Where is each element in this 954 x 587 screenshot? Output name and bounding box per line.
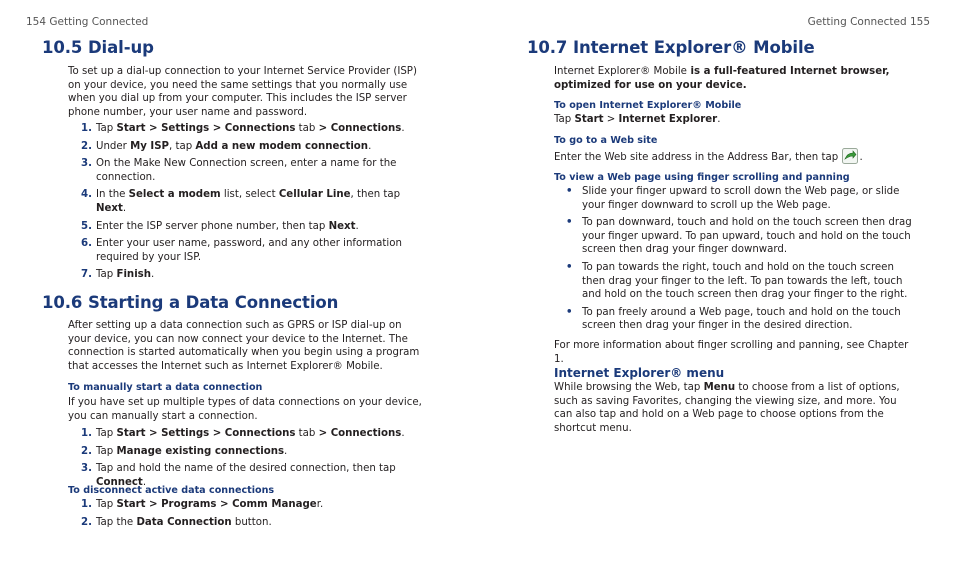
dialup-steps — [68, 122, 426, 286]
goto-site-heading: To go to a Web site — [554, 135, 658, 146]
step-number: 6. — [81, 238, 92, 250]
step-number: 4. — [81, 189, 92, 201]
manual-start-text: If you have set up multiple types of data connections on your device, you can manually start a connection. — [68, 397, 422, 422]
step-number: 1. — [81, 123, 92, 134]
open-ie-heading: To open Internet Explorer® Mobile — [554, 100, 742, 111]
go-arrow-icon — [842, 148, 858, 164]
data-connection-intro: After setting up a data connection such as GPRS or ISP dial-up on your device, you can now connect your device to the Internet. The connection is started automatically when you begin using a program that accesses the Internet such as Internet Explorer® Mobile. — [68, 320, 420, 372]
list-item: 2. Tap Manage existing connections. — [81, 445, 288, 457]
section-title-dialup: 10.5 Dial-up — [42, 38, 154, 57]
step-number: 3. — [81, 463, 92, 475]
bullet-marker: • — [566, 217, 573, 229]
bullet-marker: • — [566, 306, 573, 318]
dialup-intro: To set up a dial-up connection to your Internet Service Provider (ISP) on your device, you need the same settings that you normally use when you dial up from your computer. This includes the ISP server phone number, your user name and password. — [68, 66, 417, 118]
list-item: 3. On the Make New Connection screen, enter a name for the connection. — [81, 158, 397, 183]
list-item: 2. Under My ISP, tap Add a new modem connection. — [81, 140, 372, 152]
finger-scroll-bullets — [554, 185, 916, 337]
step-number: 2. — [81, 516, 92, 528]
list-item: • To pan downward, touch and hold on the touch screen then drag your finger upward. To pan upward, touch and hold on the touch screen then drag your finger downward. — [566, 217, 912, 256]
list-item: 3. Tap and hold the name of the desired connection, then tap Connect. — [81, 463, 396, 488]
step-number: 3. — [81, 158, 92, 170]
step-number: 7. — [81, 269, 92, 281]
section-title-internet-explorer: 10.7 Internet Explorer® Mobile — [527, 38, 815, 57]
right-page — [477, 0, 954, 587]
list-item: 5. Enter the ISP server phone number, then tap Next. — [81, 220, 359, 232]
manual-start-heading: To manually start a data connection — [68, 382, 263, 393]
step-number: 1. — [81, 499, 92, 510]
step-number: 2. — [81, 445, 92, 457]
bullet-marker: • — [566, 261, 573, 273]
more-info-text: For more information about finger scrolling and panning, see Chapter 1. — [554, 340, 909, 365]
section-title-data-connection: 10.6 Starting a Data Connection — [42, 293, 339, 312]
list-item: 4. In the Select a modem list, select Cellular Line, then tap Next. — [81, 189, 401, 214]
list-item: 6. Enter your user name, password, and any other information required by your ISP. — [81, 238, 402, 263]
list-item: • Slide your finger upward to scroll down the Web page, or slide your finger downward to scroll up the Web page. — [566, 186, 900, 211]
list-item: • To pan towards the right, touch and hold on the touch screen then drag your finger to the left. To pan towards the left, touch and hold on the touch screen then drag your finger to the right. — [566, 261, 908, 301]
list-item: 7. Tap Finish. — [81, 269, 155, 281]
list-item: 1. Tap Start > Settings > Connections tab > Connections. — [81, 123, 405, 134]
running-head-left: 154 Getting Connected — [26, 16, 149, 28]
step-number: 2. — [81, 140, 92, 152]
list-item: 1. Tap Start > Programs > Comm Manager. — [81, 499, 324, 510]
running-head-right: Getting Connected 155 — [807, 16, 930, 28]
list-item: 1. Tap Start > Settings > Connections tab > Connections. — [81, 428, 405, 439]
goto-site-text: Enter the Web site address in the Address Bar, then tap . — [554, 148, 924, 165]
bullet-marker: • — [566, 186, 573, 197]
ie-menu-heading: Internet Explorer® menu — [554, 366, 725, 380]
list-item: • To pan freely around a Web page, touch and hold on the touch screen then drag your finger in the desired direction. — [566, 306, 901, 332]
manual-start-steps — [68, 427, 428, 493]
finger-scroll-heading: To view a Web page using finger scrolling and panning — [554, 172, 850, 183]
ie-menu-text: While browsing the Web, tap Menu to choose from a list of options, such as saving Favorites, changing the viewing size, and more. You can also tap and hold on a Web page to choose options from the shortcut menu. — [554, 382, 900, 434]
disconnect-heading: To disconnect active data connections — [68, 485, 275, 496]
step-number: 5. — [81, 220, 92, 232]
ie-intro: Internet Explorer® Mobile is a full-featured Internet browser, optimized for use on your device. — [554, 66, 890, 91]
disconnect-steps — [68, 498, 428, 533]
open-ie-text: Tap Start > Internet Explorer. — [554, 114, 721, 125]
step-number: 1. — [81, 428, 92, 439]
list-item: 2. Tap the Data Connection button. — [81, 516, 272, 528]
